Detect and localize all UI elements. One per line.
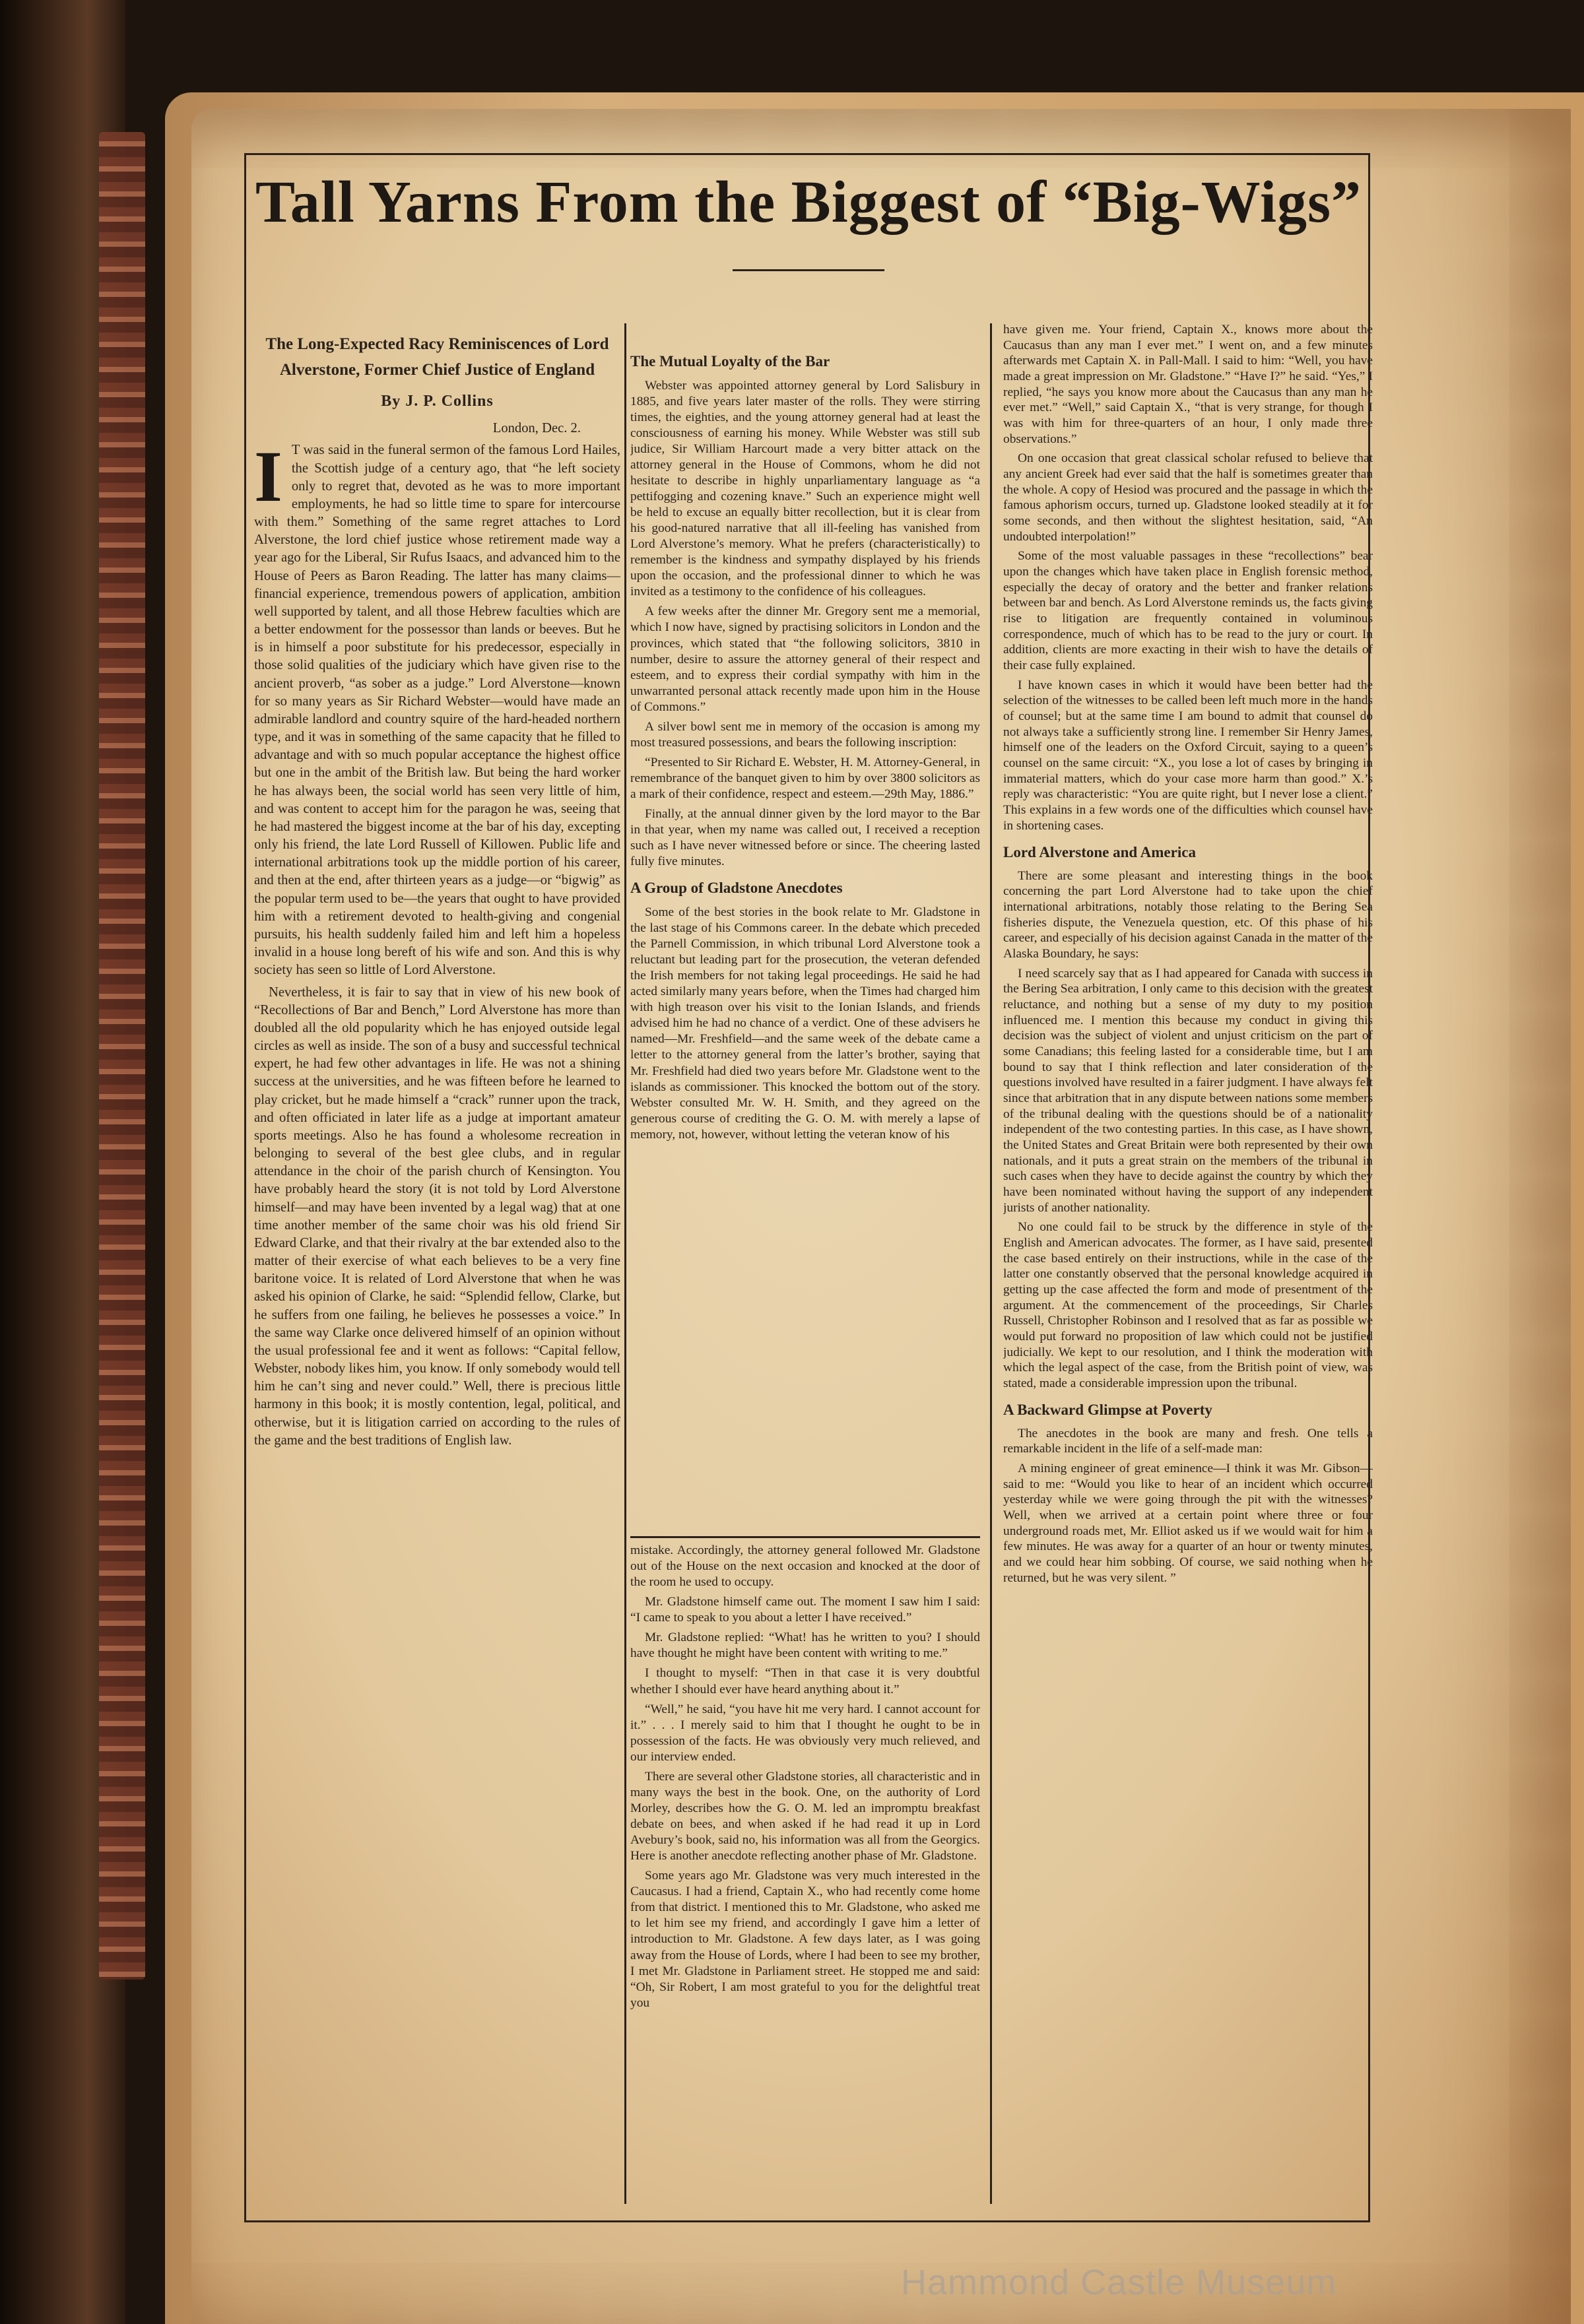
paragraph: I thought to myself: “Then in that case it is very doubtful whether I should ever have heard anything about it.” <box>630 1666 980 1696</box>
drop-cap: I <box>254 436 282 517</box>
column-1 <box>254 327 620 2187</box>
paragraph: Webster was appointed attorney general by Lord Salisbury in 1885, and five years later master of the rolls. They were stirring times, the eighties, and the young attorney general had at least the consciousness of earning his money. While Webster was still sub judice, Sir William Harcourt made a very bitter attack on the attorney general in the House of Commons, whom he did not hesitate to describe in highly unparliamentary language as “a pettifogging and cozening knave.” Such an experience might well be held to excuse an equally bitter recollection, but it is clear from his good-natured narrative that all ill-feeling has vanished from Lord Alverstone’s memory. What he prefers (characteristically) to remember is the kindness and sympathy displayed by his friends upon the occasion, and the professional dinner to which he was invited as a testimony to the confidence of his colleagues. <box>630 378 980 599</box>
paragraph: have given me. Your friend, Captain X., knows more about the Caucasus than any man I ever met.” I went on, and a few minutes afterwards met Captain X. in Pall-Mall. I said to him: “Well, you have made a great impression on Mr. Gladstone.” “Have I?” he said. “Yes,” I replied, “he says you know more about the Caucasus than any man he ever met.” “Well,” said Captain X., “that is very strange, for though I was with him for three-quarters of an hour, I only made three observations.” <box>1003 323 1373 446</box>
paragraph: mistake. Accordingly, the attorney general followed Mr. Gladstone out of the House on the next occasion and knocked at the door of the room he used to occupy. <box>630 1543 980 1590</box>
column-2 <box>630 343 980 1537</box>
column-2-continued <box>630 1543 980 2209</box>
paragraph: “Presented to Sir Richard E. Webster, H. M. Attorney-General, in remembrance of the banquet given to him by over 3800 solicitors as a mark of their confidence, respect and esteem.—29th May, 1886.” <box>630 755 980 802</box>
paragraph: A few weeks after the dinner Mr. Gregory sent me a memorial, which I now have, signed by practising solicitors in London and the provinces, which stated that “the following solicitors, 3810 in number, desire to assure the attorney general of their respect and esteem, and to express their cordial sympathy with him in the unwarranted personal attack recently made upon him in the House of Commons.” <box>630 604 980 714</box>
paragraph: No one could fail to be struck by the difference in style of the English and American advocates. The former, as I have said, presented the case based entirely on their instructions, while in the case of the latter one constantly observed that the personal knowledge acquired in getting up the case affected the form and mode of presentment of the argument. At the commencement of the proceedings, Sir Charles Russell, Christopher Robinson and I resolved that as far as possible we would put forward no proposition of law which could not be justified judicially. We kept to our resolution, and I think the moderation with which the legal aspect of the case, from the British point of view, was stated, made a considerable impression upon the tribunal. <box>1003 1220 1373 1391</box>
paragraph: There are several other Gladstone stories, all characteristic and in many ways the best in the book. One, on the authority of Lord Morley, describes how the G. O. M. led an impromptu breakfast debate on bees, and when asked if he had read it up in Lord Avebury’s book, said no, his information was all from the Georgics. Here is another anecdote reflecting another phase of Mr. Gladstone. <box>630 1769 980 1863</box>
title-rule <box>733 269 884 271</box>
section-heading: The Mutual Loyalty of the Bar <box>630 353 830 370</box>
paragraph: A mining engineer of great eminence—I think it was Mr. Gibson—said to me: “Would you like to hear of an incident which occurred yesterday while we were going through the pit with the witnesses? Well, when we arrived at a certain point where three or four underground roads met, Mr. Elliot asked us if we would wait for him a few minutes. He was away for a quarter of an hour or twenty minutes, and we could hear him sobbing. Of course, we said nothing when he returned, but he was very silent. ” <box>1003 1462 1373 1585</box>
paragraph: A silver bowl sent me in memory of the occasion is among my most treasured possessions, and bears the following inscription: <box>630 719 980 750</box>
paragraph: “Well,” he said, “you have hit me very hard. I cannot account for it.” . . . I merely said to him that I thought he ought to be in possession of the facts. He was obviously very much relieved, and our interview ended. <box>630 1702 980 1764</box>
article-subhead: The Long-Expected Racy Reminiscences of Lord Alverstone, Former Chief Justice of England <box>265 335 609 379</box>
paragraph: I have known cases in which it would have been better had the selection of the witnesses to be called been left much more in the hands of counsel; but at the same time I am bound to admit that counsel do not always take a sufficiently strong line. I remember Sir Henry James, himself one of the leaders on the Oxford Circuit, saying to a queen’s counsel on the same circuit: “X., you lose a lot of cases by bringing in immaterial matters, which do your case more harm than good.” X.’s reply was characteristic: “You are quite right, but I never lose a client.” This explains in a few words one of the difficulties which counsel have in shortening cases. <box>1003 678 1373 833</box>
paragraph: Some of the most valuable passages in these “recollections” bear upon the changes which have taken place in English forensic method, especially the decay of oratory and the better and franker relations between bar and bench. As Lord Alverstone reminds us, the facts giving rise to litigation are frequently contained in voluminous correspondence, much of which has to be read to the jury or court. In addition, clients are more exacting in their wish to have the details of their case fully explained. <box>1003 549 1373 673</box>
paragraph: Some years ago Mr. Gladstone was very much interested in the Caucasus. I had a friend, Captain X., who had recently come home from that district. I mentioned this to Mr. Gladstone, who asked me to let him see my friend, and accordingly I gave him a letter of introduction to Mr. Gladstone. A few days later, as I was going away from the House of Lords, where I had been to see my brother, I met Mr. Gladstone in Parliament street. He stopped me and said: “Oh, Sir Robert, I am most grateful to you for the delightful treat you <box>630 1869 980 2010</box>
binding-spine-strip <box>99 132 145 1980</box>
section-heading: Lord Alverstone and America <box>1003 843 1196 860</box>
dateline: London, Dec. 2. <box>492 421 581 436</box>
column-rule-1 <box>624 323 626 2204</box>
museum-watermark: Hammond Castle Museum <box>901 2263 1337 2302</box>
paragraph: On one occasion that great classical scholar refused to believe that any ancient Greek had ever said that the half is sometimes greater than the whole. A copy of Hesiod was procured and the passage in which the famous aphorism occurs, turned up. Gladstone looked steadily at it for some seconds, and then without the slightest hesitation, said, “An undoubted interpolation!” <box>1003 451 1373 544</box>
section-heading: A Group of Gladstone Anecdotes <box>630 880 843 897</box>
intro-paragraph <box>254 436 620 979</box>
paragraph: Some of the best stories in the book relate to Mr. Gladstone in the last stage of his Commons career. In the debate which preceded the Parnell Commission, in which tribunal Lord Alverstone took a reluctant but leading part for the prosecution, the veteran defended the Irish members for not taking legal proceedings. He said he had acted similarly many years before, when the Times had charged him with high treason over his visit to the Ionian Islands, and friends advised him he had no chance of a verdict. One of these advisers he named—Mr. Freshfield—and the same week of the debate came a letter to the attorney general from the latter’s brother, saying that Mr. Freshfield had died two years before Mr. Gladstone went to the islands as commissioner. This knocked the bottom out of the story. Webster consulted Mr. W. H. Smith, and they agreed on the generous course of crediting the G. O. M. with merely a lapse of memory, not, however, without letting the veteran know of his <box>630 905 980 1142</box>
paragraph: Nevertheless, it is fair to say that in view of his new book of “Recollections of Bar and Bench,” Lord Alverstone has more than doubled all the old popularity which he has enjoyed outside legal circles as well as inside. The son of a busy and successful technical expert, he had few other advantages in life. He was not a shining success at the universities, and he was fifteen before he learned to play cricket, but he made himself a “crack” runner upon the track, and often officiated in later life as a judge at important amateur sports meetings. Also he has found a wholesome recreation in belonging to several of the best glee clubs, and in regular attendance in the choir of the parish church of Kensington. You have probably heard the story (it is not told by Lord Alverstone himself—and may have been invented by a legal wag) that at one time another member of the same choir was his old friend Sir Edward Clarke, and that their rivalry at the bar extended also to the matter of their exercise of what each believes to be a very fine baritone voice. It is related of Lord Alverstone that when he was asked his opinion of Clarke, he said: “Splendid fellow, Clarke, but he suffers from one failing, he believes he possesses a voice.” In the same way Clarke once delivered himself of an opinion without the usual professional fee and it went as follows: “Capital fellow, Webster, nobody likes him, you know. If only somebody would tell him he can’t sing and never could.” Well, there is precious little harmony in this book; it is mostly contention, legal, political, and otherwise, but it is litigation carried on according to the rules of the game and the best traditions of English law. <box>254 984 620 1448</box>
paragraph: Finally, at the annual dinner given by the lord mayor to the Bar in that year, when my name was called out, I received a reception such as I have never witnessed before or since. The cheering lasted fully five minutes. <box>630 807 980 869</box>
paragraph: The anecdotes in the book are many and fresh. One tells a remarkable incident in the life of a self-made man: <box>1003 1426 1373 1456</box>
paragraph: There are some pleasant and interesting things in the book concerning the part Lord Alverstone had to take upon the chief international arbitrations, notably those relating to the Bering Sea fisheries dispute, the Venezuela question, etc. Of this phase of his career, and especially of his decision against Canada in the matter of the Alaska Boundary, he says: <box>1003 868 1373 961</box>
intro-text: T was said in the funeral sermon of the famous Lord Hailes, the Scottish judge of a century ago, that “he left society only to regret that, devoted as he was to more important employments, he had so little time to spare for intercourse with them.” Something of the same regret attaches to Lord Alverstone, the lord chief justice whose retirement made way a year ago for the Liberal, Sir Rufus Isaacs, and advanced him to the House of Peers as Baron Reading. The latter has many claims—financial experience, tremendous powers of application, ambition well supported by talent, and all those Hebrew faculties which are a better endowment for the possessor than lands or beeves. But he is in himself a poor substitute for his predecessor, especially in those solid qualities of the judiciary which have given rise to the ancient proverb, “as sober as a judge.” Lord Alverstone—known for so many years as Sir Richard Webster—would have made an admirable landlord and country squire of the hard-headed northern type, and it was in something of the same capacity that he filled to advantage and with so much popular acceptance the highest office but one in the ambit of the British law. But being the hard worker he has always been, the social world has seen very little of him, and was content to accept him for the paragon he was, seeing that he had mastered the biggest income at the bar of his day, excepting only his friend, the late Lord Russell of Killowen. Public life and international arbitrations took up the middle portion of his career, and then at the end, after thirteen years as a judge—or “bigwig” as the popular term used to be—the years that ought to have provided him with a retirement devoted to health-giving and congenial pursuits, his health suddenly failed him and left him a hopeless invalid in a house long bereft of his wife and son. And this is why society has seen so little of Lord Alverstone. <box>254 443 620 978</box>
column-3 <box>1003 322 1373 2209</box>
paragraph: Mr. Gladstone replied: “What! has he written to you? I should have thought he might have been content with writing to me.” <box>630 1630 980 1661</box>
section-heading: A Backward Glimpse at Poverty <box>1003 1401 1212 1418</box>
paragraph: Mr. Gladstone himself came out. The moment I saw him I said: “I came to speak to you about a letter I have received.” <box>630 1595 980 1625</box>
article-title: Tall Yarns From the Biggest of “Big-Wigs” <box>255 170 1362 235</box>
column-rule-2 <box>990 323 992 2204</box>
byline: By J. P. Collins <box>381 392 494 410</box>
paragraph: I need scarcely say that as I had appeared for Canada with success in the Bering Sea arbitration, I only came to this decision with the greatest reluctance, and nothing but a sense of my duty to my position influenced me. I mention this because my conduct in giving this decision was the subject of violent and unjust criticism on the part of some Canadians; this feeling lasted for a considerable time, but I am bound to say that I think reflection and later consideration of the questions involved have resulted in a fairer judgment. I have always felt since that arbitration that in any dispute between nations some members of the tribunal dealing with the questions should be of a nationality independent of the two contesting parties. In this case, as I have shown, the United States and Great Britain were both represented by their own nationals, and it puts a great strain on the members of the tribunal in such cases when they have to decide against the country by which they have been nominated without having the support of any independent jurists of another nationality. <box>1003 966 1373 1215</box>
